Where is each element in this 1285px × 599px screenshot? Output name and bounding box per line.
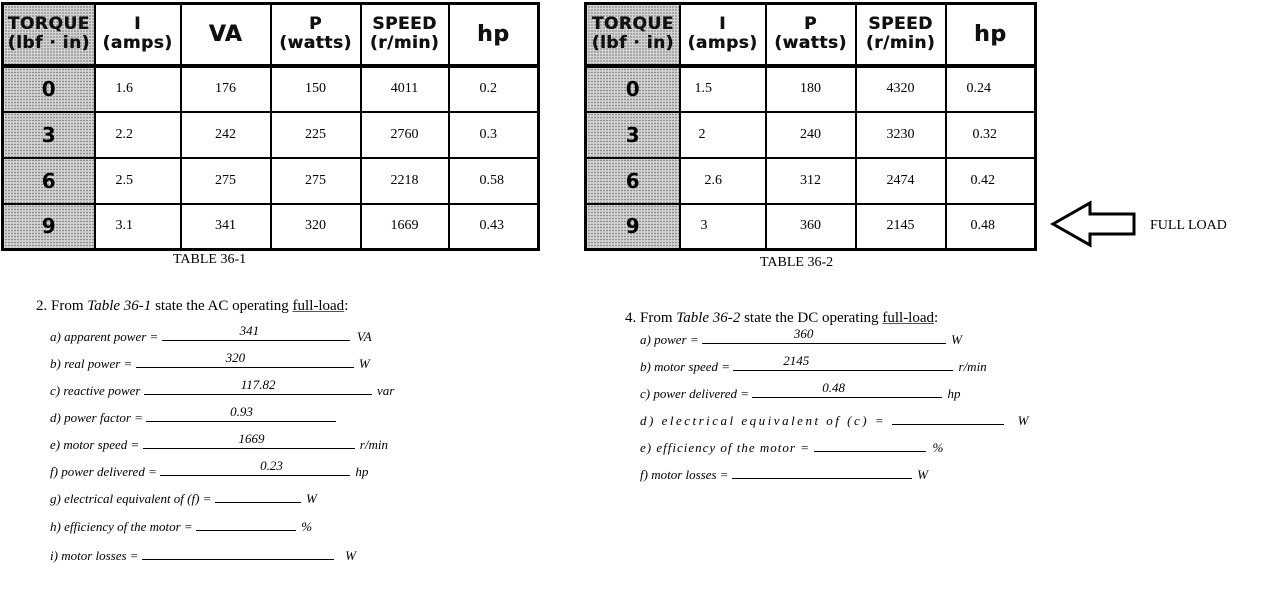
torque-cell: 0: [586, 66, 680, 112]
table-caption: TABLE 36-1: [173, 252, 247, 267]
table-cell: 341: [181, 204, 271, 250]
table-cell: 312: [766, 158, 856, 204]
answer-blank[interactable]: [732, 464, 912, 479]
table-cell: 2760: [361, 112, 449, 158]
header-hp: hp: [946, 4, 1036, 66]
q4-item-motor-losses: f) motor losses = W: [640, 464, 928, 483]
answer-blank[interactable]: 341: [162, 326, 350, 341]
table-cell: 180: [766, 66, 856, 112]
table-cell: 0.3: [449, 112, 539, 158]
table-cell: 2145: [856, 204, 946, 250]
torque-cell: 3: [586, 112, 680, 158]
answer-blank[interactable]: [814, 437, 926, 452]
left-arrow-icon: [1050, 200, 1140, 248]
table-cell: 2474: [856, 158, 946, 204]
q2-item-power-factor: d) power factor = 0.93: [50, 407, 336, 426]
table-cell: 2218: [361, 158, 449, 204]
table-cell: 2.5: [95, 158, 181, 204]
q2-item-motor-losses: i) motor losses = W: [50, 545, 356, 564]
table-row: [586, 158, 1036, 204]
answer-blank[interactable]: 2145: [733, 356, 953, 371]
table-cell: 242: [181, 112, 271, 158]
table-cell: 275: [271, 158, 361, 204]
table-cell: 3: [680, 204, 766, 250]
table-cell: 0.2: [449, 66, 539, 112]
table-cell: 320: [271, 204, 361, 250]
answer-blank[interactable]: [142, 545, 334, 560]
table-cell: 360: [766, 204, 856, 250]
table-cell: 0.42: [946, 158, 1036, 204]
table-cell: 0.58: [449, 158, 539, 204]
header-va: VA: [181, 4, 271, 66]
q2-item-electrical-equivalent: g) electrical equivalent of (f) = W: [50, 488, 317, 507]
answer-blank[interactable]: 320: [136, 353, 354, 368]
answer-blank[interactable]: 0.48: [752, 383, 942, 398]
header-current: I (amps): [95, 4, 181, 66]
q2-item-motor-speed: e) motor speed = 1669 r/min: [50, 431, 388, 452]
torque-cell: 6: [3, 158, 95, 204]
question-4-title: 4. From Table 36-2 state the DC operating full-load:: [625, 310, 939, 326]
table-cell: 0.48: [946, 204, 1036, 250]
header-power: P (watts): [271, 4, 361, 66]
answer-blank[interactable]: 0.93: [146, 407, 336, 422]
header-hp: hp: [449, 4, 539, 66]
torque-cell: 3: [3, 112, 95, 158]
table-36-1: [1, 2, 540, 251]
q2-item-apparent-power: a) apparent power = 341 VA: [50, 323, 372, 344]
full-load-label: FULL LOAD: [1150, 218, 1227, 233]
q4-item-efficiency: e) efficiency of the motor = %: [640, 437, 944, 456]
answer-blank[interactable]: 360: [702, 329, 946, 344]
answer-blank[interactable]: [196, 516, 296, 531]
table-row: [586, 112, 1036, 158]
table-header-row: [586, 4, 1036, 66]
table-cell: 2.2: [95, 112, 181, 158]
table-row: [586, 204, 1036, 250]
table-cell: 1.5: [680, 66, 766, 112]
q2-item-real-power: b) real power = 320 W: [50, 350, 370, 371]
table-cell: 225: [271, 112, 361, 158]
table-cell: 240: [766, 112, 856, 158]
torque-cell: 6: [586, 158, 680, 204]
torque-cell: 0: [3, 66, 95, 112]
table-cell: 3230: [856, 112, 946, 158]
table-cell: 2.6: [680, 158, 766, 204]
q4-item-power: a) power = 360 W: [640, 326, 962, 347]
table-row: [586, 66, 1036, 112]
q4-item-power-delivered: c) power delivered = 0.48 hp: [640, 380, 961, 401]
answer-blank[interactable]: 1669: [143, 434, 355, 449]
question-2-title: 2. From Table 36-1 state the AC operating full-load:: [36, 298, 349, 314]
answer-blank[interactable]: 0.23: [160, 461, 350, 476]
table-cell: 0.43: [449, 204, 539, 250]
table-cell: 150: [271, 66, 361, 112]
table-cell: 2: [680, 112, 766, 158]
table-header-row: [3, 4, 539, 66]
header-power: P (watts): [766, 4, 856, 66]
torque-cell: 9: [3, 204, 95, 250]
table-caption: TABLE 36-2: [760, 255, 834, 270]
table-row: [3, 204, 539, 250]
q2-item-power-delivered: f) power delivered = 0.23 hp: [50, 458, 369, 479]
q2-item-reactive-power: c) reactive power 117.82 var: [50, 377, 395, 398]
table-cell: 1.6: [95, 66, 181, 112]
answer-blank[interactable]: 117.82: [144, 380, 372, 395]
header-current: I (amps): [680, 4, 766, 66]
header-speed: SPEED (r/min): [856, 4, 946, 66]
table-row: [3, 112, 539, 158]
answer-blank[interactable]: [215, 488, 301, 503]
table-row: [3, 66, 539, 112]
q2-item-efficiency: h) efficiency of the motor = %: [50, 516, 312, 535]
header-torque: TORQUE (lbf · in): [586, 4, 680, 66]
table-cell: 4320: [856, 66, 946, 112]
header-speed: SPEED (r/min): [361, 4, 449, 66]
header-torque: TORQUE (lbf · in): [3, 4, 95, 66]
table-cell: 3.1: [95, 204, 181, 250]
q4-item-motor-speed: b) motor speed = 2145 r/min: [640, 353, 987, 374]
table-cell: 1669: [361, 204, 449, 250]
torque-cell: 9: [586, 204, 680, 250]
table-row: [3, 158, 539, 204]
table-cell: 4011: [361, 66, 449, 112]
q4-item-electrical-equivalent: d) electrical equivalent of (c) = W: [640, 410, 1031, 429]
answer-blank[interactable]: [892, 410, 1004, 425]
table-36-2: [584, 2, 1037, 251]
table-cell: 0.32: [946, 112, 1036, 158]
table-cell: 176: [181, 66, 271, 112]
table-cell: 275: [181, 158, 271, 204]
table-cell: 0.24: [946, 66, 1036, 112]
